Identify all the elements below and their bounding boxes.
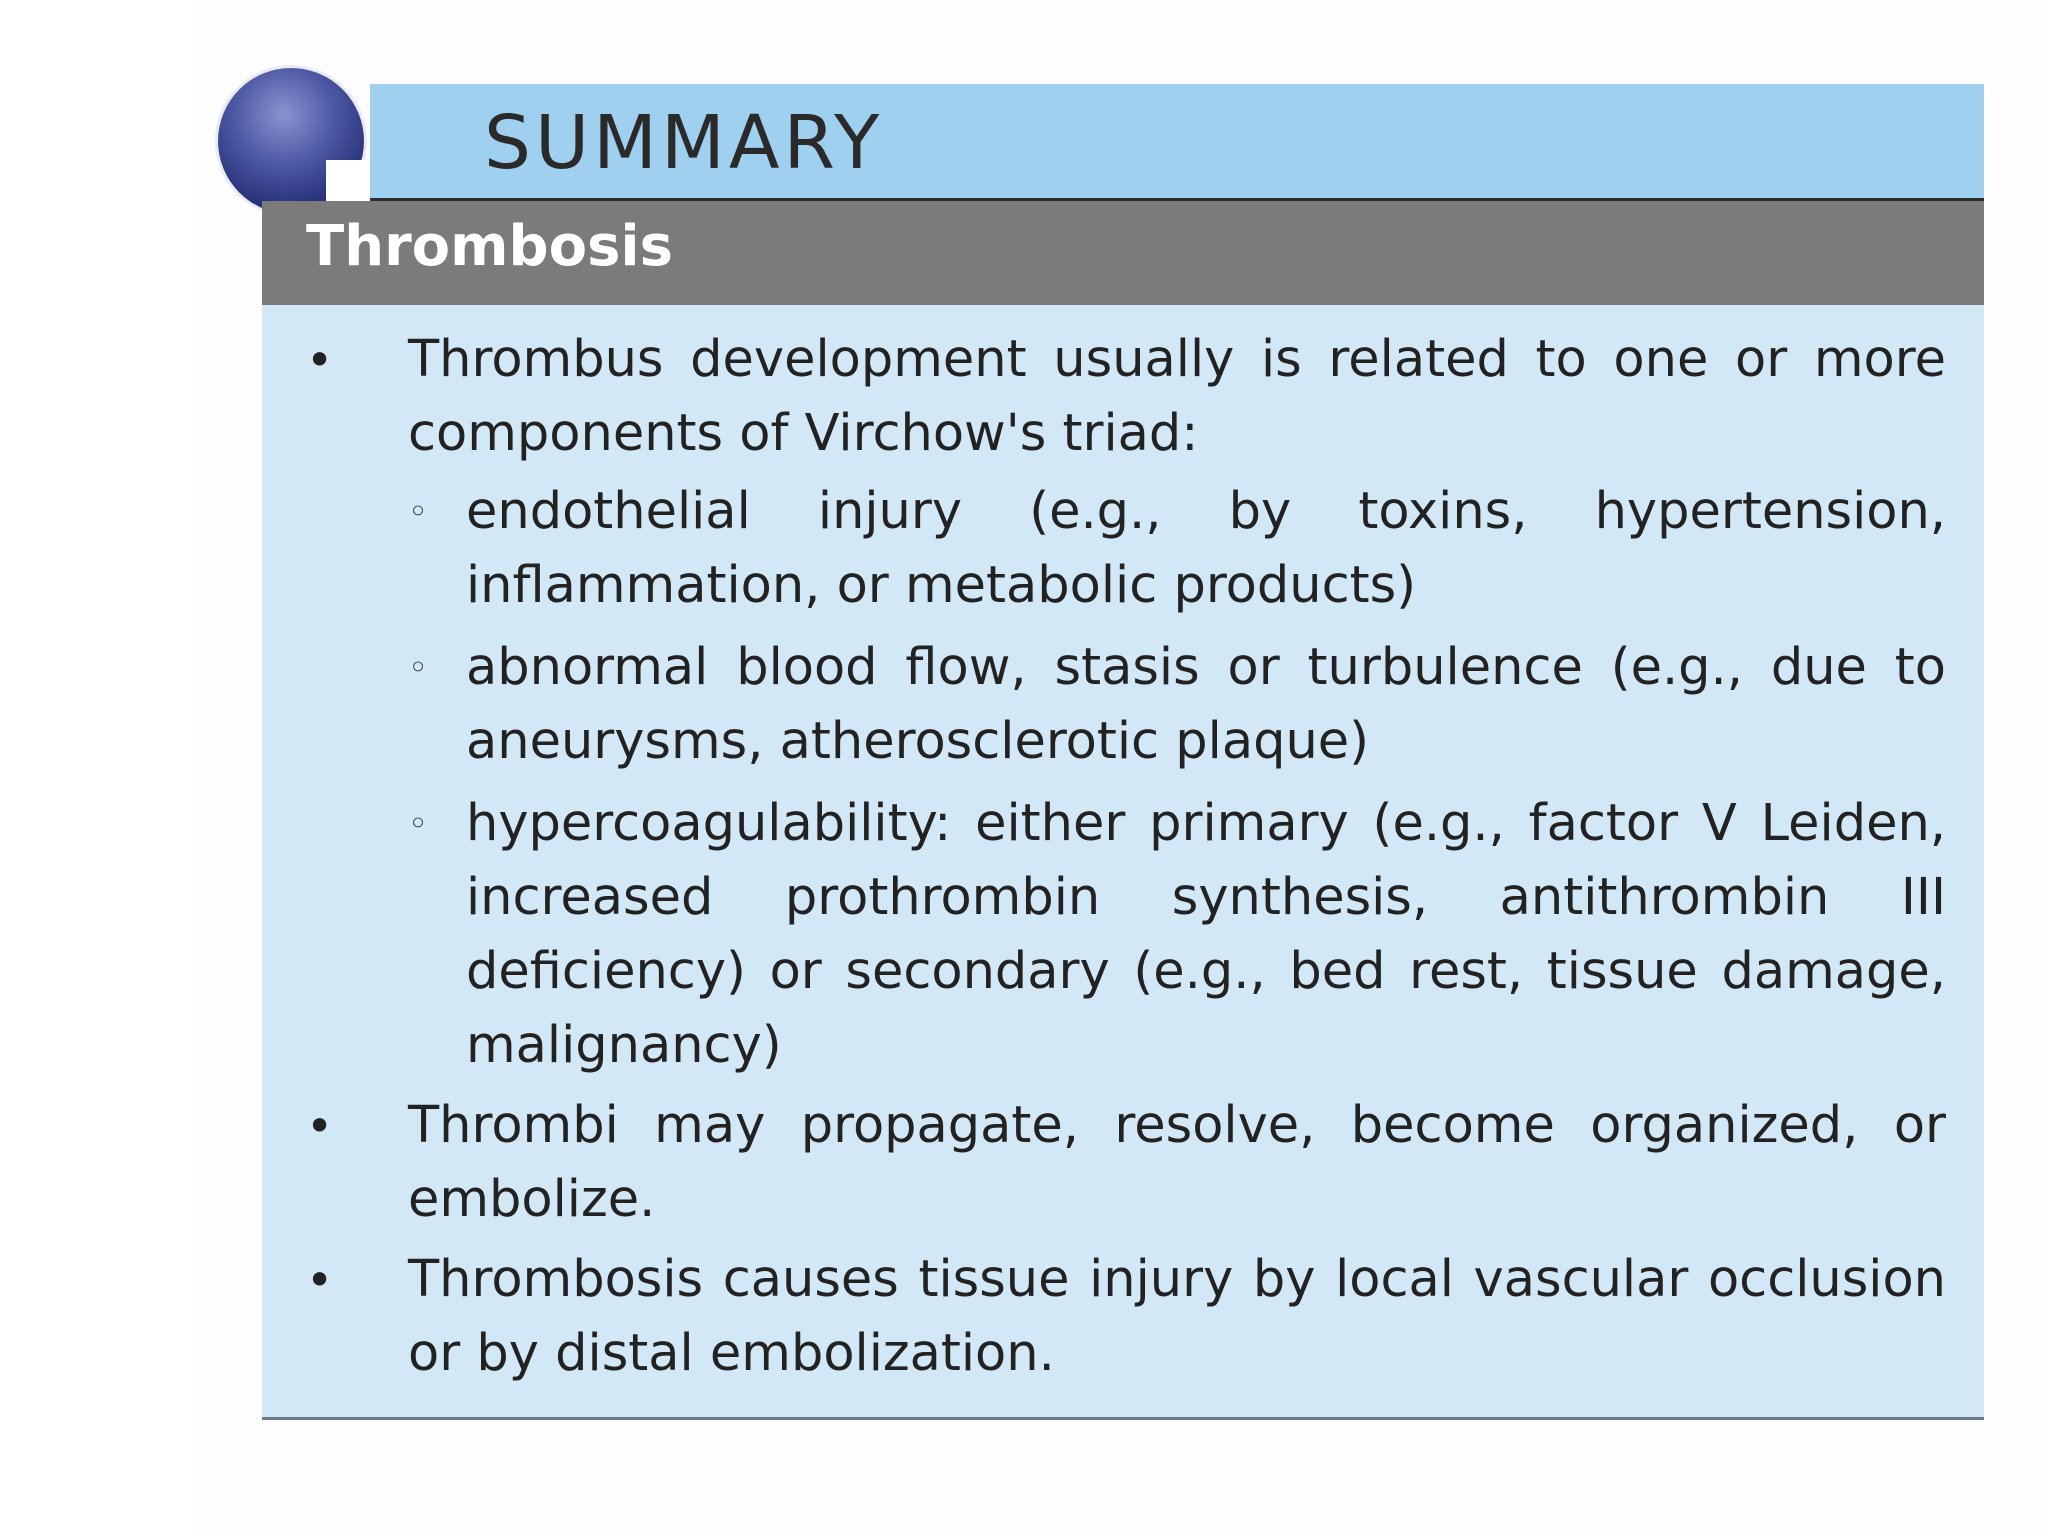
sub-bullet-icon: ◦ [408, 648, 429, 688]
bullet-icon: • [306, 333, 334, 387]
section-header [262, 201, 1984, 305]
list-item-text: Thrombus development usually is related to one or more components of Virchow's triad: [408, 330, 1946, 463]
sub-list-item [408, 787, 1946, 1083]
orb-corner-decoration [326, 160, 370, 202]
summary-list [306, 323, 1946, 1391]
summary-header [370, 84, 1984, 201]
sub-list-item-text: abnormal blood flow, stasis or turbulence (e.g., due to aneurysms, atherosclerotic plaque) [466, 638, 1946, 771]
sub-list-item [408, 475, 1946, 623]
list-item-text: Thrombosis causes tissue injury by local vascular occlusion or by distal embolization. [408, 1250, 1946, 1383]
summary-box [262, 84, 1984, 1420]
bullet-icon: • [306, 1253, 334, 1307]
summary-content [262, 305, 1984, 1420]
section-title: Thrombosis [306, 214, 673, 279]
sub-list-item-text: hypercoagulability: either primary (e.g., factor V Leiden, increased prothrombin synthesis, antithrombin III deficiency) or secondary (e.g., bed rest, tissue damage, malignancy) [466, 794, 1946, 1075]
page-margin [0, 0, 198, 1536]
list-item-text: Thrombi may propagate, resolve, become organized, or embolize. [408, 1096, 1946, 1229]
bullet-icon: • [306, 1099, 334, 1153]
sub-list-item [408, 631, 1946, 779]
list-item [306, 323, 1946, 1083]
list-item [306, 1089, 1946, 1237]
sub-bullet-icon: ◦ [408, 804, 429, 844]
sub-bullet-icon: ◦ [408, 492, 429, 532]
list-item [306, 1243, 1946, 1391]
sub-list-item-text: endothelial injury (e.g., by toxins, hypertension, inflammation, or metabolic products) [466, 482, 1946, 615]
virchow-triad-list [408, 475, 1946, 1083]
summary-heading: SUMMARY [484, 100, 884, 186]
